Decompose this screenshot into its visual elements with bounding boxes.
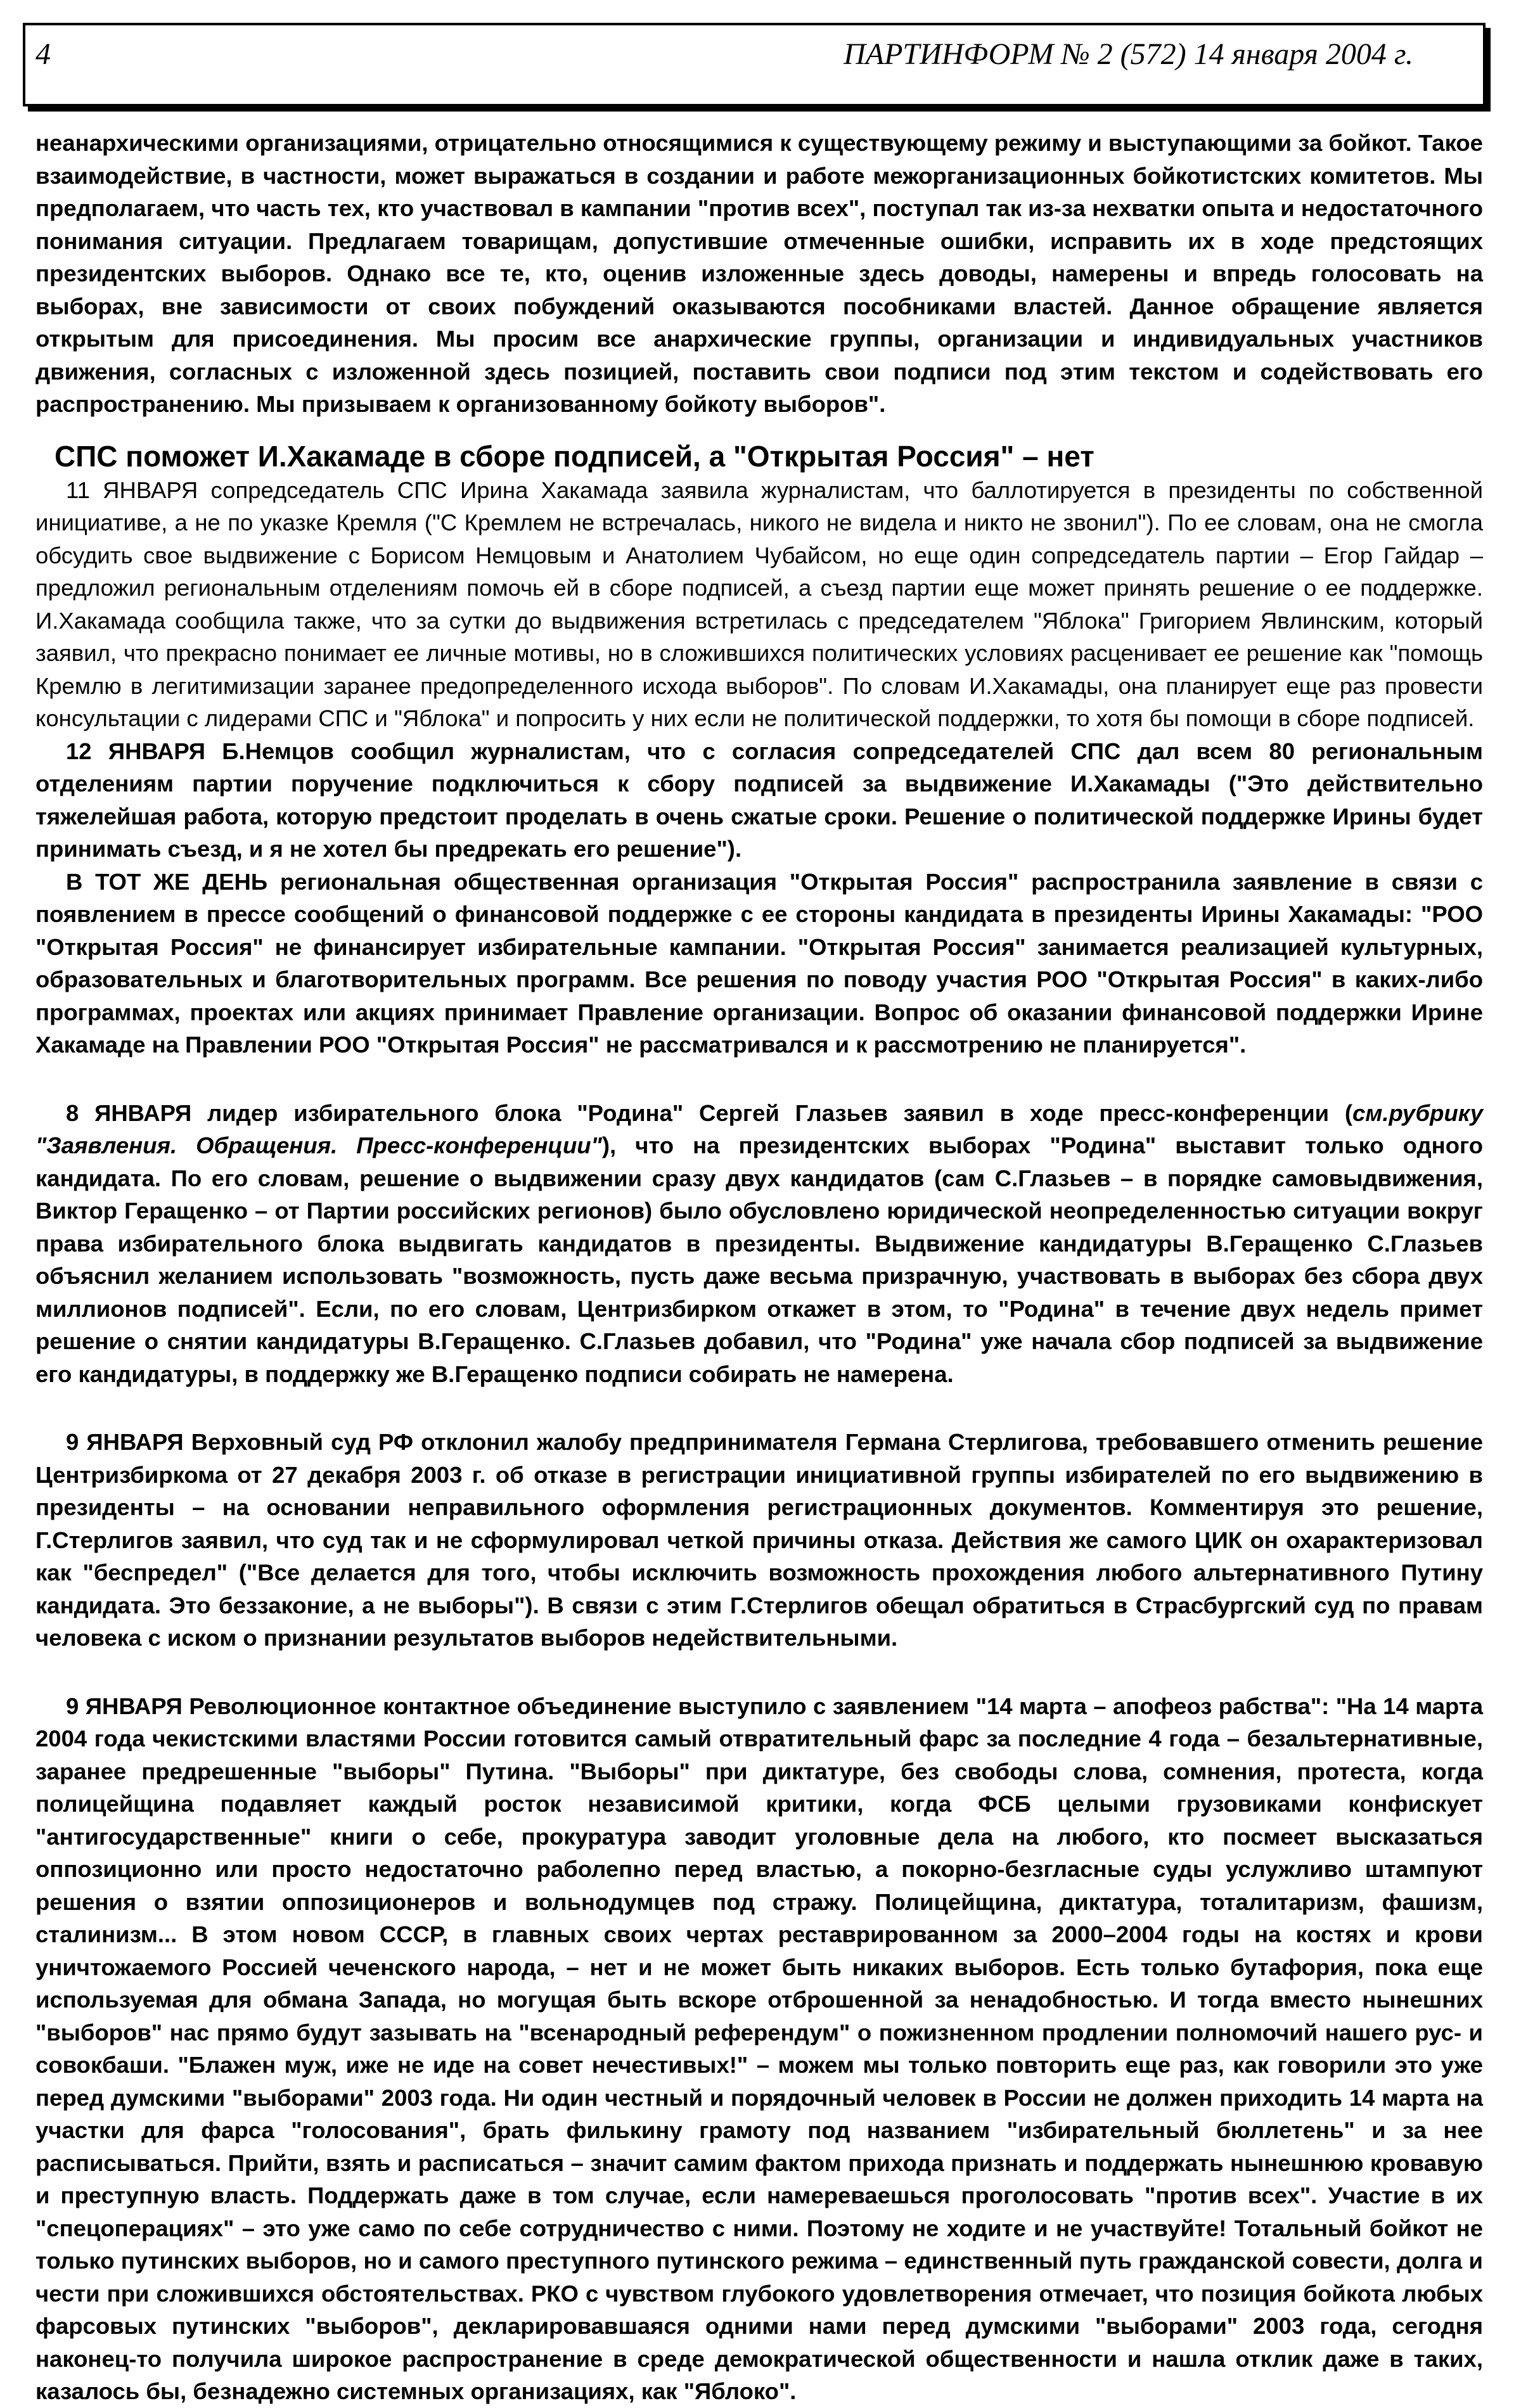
article-paragraph: 11 ЯНВАРЯ сопредседатель СПС Ирина Хакамада заявила журналистам, что баллотируется в президенты по собственной инициативе, а не по указке Кремля ("С Кремлем не встречалась, никого не видела и никто не звонил"). По ее словам, она не смогла обсудить свое выдвижение с Борисом Немцовым и Анатолием Чубайсом, но еще один сопредседатель партии – Егор Гайдар – предложил региональным отделениям помочь ей в сборе подписей, а съезд партии еще может принять решение о ее поддержке. И.Хакамада сообщила также, что за сутки до выдвижения встретилась с председателем "Яблока" Григорием Явлинским, который заявил, что прекрасно понимает ее личные мотивы, но в сложившихся политических условиях расценивает ее решение как "помощь Кремлю в легитимизации заранее предопределенного исхода выборов". По словам И.Хакамады, она планирует еще раз провести консультации с лидерами СПС и "Яблока" и попросить у них если не политической поддержки, то хотя бы помощи в сборе подписей. xyxy=(35,477,1483,731)
page-number: 4 xyxy=(35,37,51,71)
news-item: 9 ЯНВАРЯ Верховный суд РФ отклонил жалобу предпринимателя Германа Стерлигова, требовавшего отменить решение Центризбиркома от 27 декабря 2003 г. об отказе в регистрации инициативной группы избирателей по его выдвижению в президенты – на основании неправильного оформления регистрационных документов. Комментируя это решение, Г.Стерлигов заявил, что суд так и не сформулировал четкой причины отказа. Действия же самого ЦИК он охарактеризовал как "беспредел" ("Все делается для того, чтобы исключить возможность прохождения любого альтернативного Путину кандидата. Это беззаконие, а не выборы"). В связи с этим Г.Стерлигов обещал обратиться в Страсбургский суд по правам человека с иском о признании результатов выборов недействительными. xyxy=(35,1429,1483,1651)
article-paragraph: В ТОТ ЖЕ ДЕНЬ региональная общественная организация "Открытая Россия" распространила заявление в связи с появлением в прессе сообщений о финансовой поддержке с ее стороны кандидата в президенты Ирины Хакамады: "РОО "Открытая Россия" не финансирует избирательные кампании. "Открытая Россия" занимается реализацией культурных, образовательных и благотворительных программ. Все решения по поводу участия РОО "Открытая Россия" в каких-либо программах, проектах или акциях принимает Правление организации. Вопрос об оказании финансовой поддержки Ирине Хакамаде на Правлении РОО "Открытая Россия" не рассматривался и к рассмотрению не планируется". xyxy=(35,868,1483,1058)
news-item: 9 ЯНВАРЯ Революционное контактное объединение выступило с заявлением "14 марта – апофеоз рабства": "На 14 марта 2004 года чекистскими властями России готовится самый отвратительный фарс за последние 4 года – безальтернативные, заранее предрешенные "выборы" Путина. "Выборы" при диктатуре, без свободы слова, сомнения, протеста, когда полицейщина подавляет каждый росток независимой критики, когда ФСБ целыми грузовиками конфискует "антигосударственные" книги о себе, прокуратура заводит уголовные дела на любого, кто посмеет высказаться оппозиционно или просто недостаточно раболепно перед властью, а покорно-безгласные суды услужливо штампуют решения о взятии оппозиционеров и вольнодумцев под стражу. Полицейщина, диктатура, тоталитаризм, фашизм, сталинизм... В этом новом СССР, в главных своих чертах реставрированном за 2000–2004 годы на костях и крови уничтожаемого Россией чеченского народа, – нет и не может быть никаких выборов. Есть только бутафория, пока еще используемая для обмана Запада, но могущая быть вскоре отброшенной за ненадобностью. И тогда вместо нынешних "выборов" нас прямо будут зазывать на "всенародный референдум" о пожизненном продлении полномочий нашего рус- и совокбаши. "Блажен муж, иже не иде на совет нечестивых!" – можем мы только повторить еще раз, как говорили это уже перед думскими "выборами" 2003 года. Ни один честный и порядочный человек в России не должен приходить 14 марта на участки для фарса "голосования", брать филькину грамоту под названием "избирательный бюллетень" и за нее расписываться. Прийти, взять и расписаться – значит самим фактом прихода признать и поддержать нынешнюю кровавую и преступную власть. Поддержать даже в том случае, если намереваешься проголосовать "против всех". Участие в их "спецоперациях" – это уже само по себе сотрудничество с ними. Поэтому не ходите и не участвуйте! Тотальный бойкот не только путинских выборов, но и самого преступного путинского режима – единственный путь гражданской совести, долга и чести при сложившихся обстоятельствах. РКО с чувством глубокого удовлетворения отмечает, что позиция бойкота любых фарсовых путинских "выборов", декларировавшаяся одними нами перед думскими "выборами" 2003 года, сегодня наконец-то получила широкое распространение в среде демократической общественности и нашла отклик даже в таких, казалось бы, безнадежно системных организациях, как "Яблоко". xyxy=(35,1693,1483,2404)
rubric-reference: см.рубрику "Заявления. Обращения. Пресс-конференции" xyxy=(35,1099,1483,1158)
article-paragraph: 12 ЯНВАРЯ Б.Немцов сообщил журналистам, что с согласия сопредседателей СПС дал всем 80 региональным отделениям партии поручение подключиться к сбору подписей за выдвижение И.Хакамады ("Это действительно тяжелейшая работа, которую предстоит проделать в очень сжатые сроки. Решение о политической поддержке Ирины будет принимать съезд, и я не хотел бы предрекать его решение"). xyxy=(35,738,1483,862)
news-item xyxy=(35,1097,1483,1391)
page-header xyxy=(23,23,1486,106)
article-heading: СПС поможет И.Хакамаде в сборе подписей, а "Открытая Россия" – нет xyxy=(55,439,1094,473)
page-body xyxy=(35,127,1483,2408)
publication-title: ПАРТИНФОРМ № 2 (572) 14 января 2004 г. xyxy=(844,37,1413,71)
news-text: 8 ЯНВАРЯ лидер избирательного блока "Родина" Сергей Глазьев заявил в ходе пресс-конференции ( xyxy=(66,1099,1353,1126)
intro-paragraph: неанархическими организациями, отрицательно относящимися к существующему режиму и выступающими за бойкот. Такое взаимодействие, в частности, может выражаться в создании и работе межорганизационных бойкотистских комитетов. Мы предполагаем, что часть тех, кто участвовал в кампании "против всех", поступал так из-за нехватки опыта и недостаточного понимания ситуации. Предлагаем товарищам, допустившие отмеченные ошибки, исправить их в ходе предстоящих президентских выборов. Однако все те, кто, оценив изложенные здесь доводы, намерены и впредь голосовать на выборах, вне зависимости от своих побуждений оказываются пособниками властей. Данное обращение является открытым для присоединения. Мы просим все анархические группы, организации и индивидуальных участников движения, согласных с изложенной здесь позицией, поставить свои подписи под этим текстом и содействовать его распространению. Мы призываем к организованному бойкоту выборов". xyxy=(35,130,1483,417)
news-text: ), что на президентских выборах "Родина" выставит только одного кандидата. По его словам, решение о выдвижении сразу двух кандидатов (сам С.Глазьев – в порядке самовыдвижения, Виктор Геращенко – от Партии российских регионов) было обусловлено юридической неопределенностью ситуации вокруг права избирательного блока выдвигать кандидатов в президенты. Выдвижение кандидатуры В.Геращенко С.Глазьев объяснил желанием использовать "возможность, пусть даже весьма призрачную, участвовать в выборах без сбора двух миллионов подписей". Если, по его словам, Центризбирком откажет в этом, то "Родина" в течение двух недель примет решение о снятии кандидатуры В.Геращенко. С.Глазьев добавил, что "Родина" уже начала сбор подписей за выдвижение его кандидатуры, в поддержку же В.Геращенко подписи собирать не намерена. xyxy=(35,1132,1484,1387)
